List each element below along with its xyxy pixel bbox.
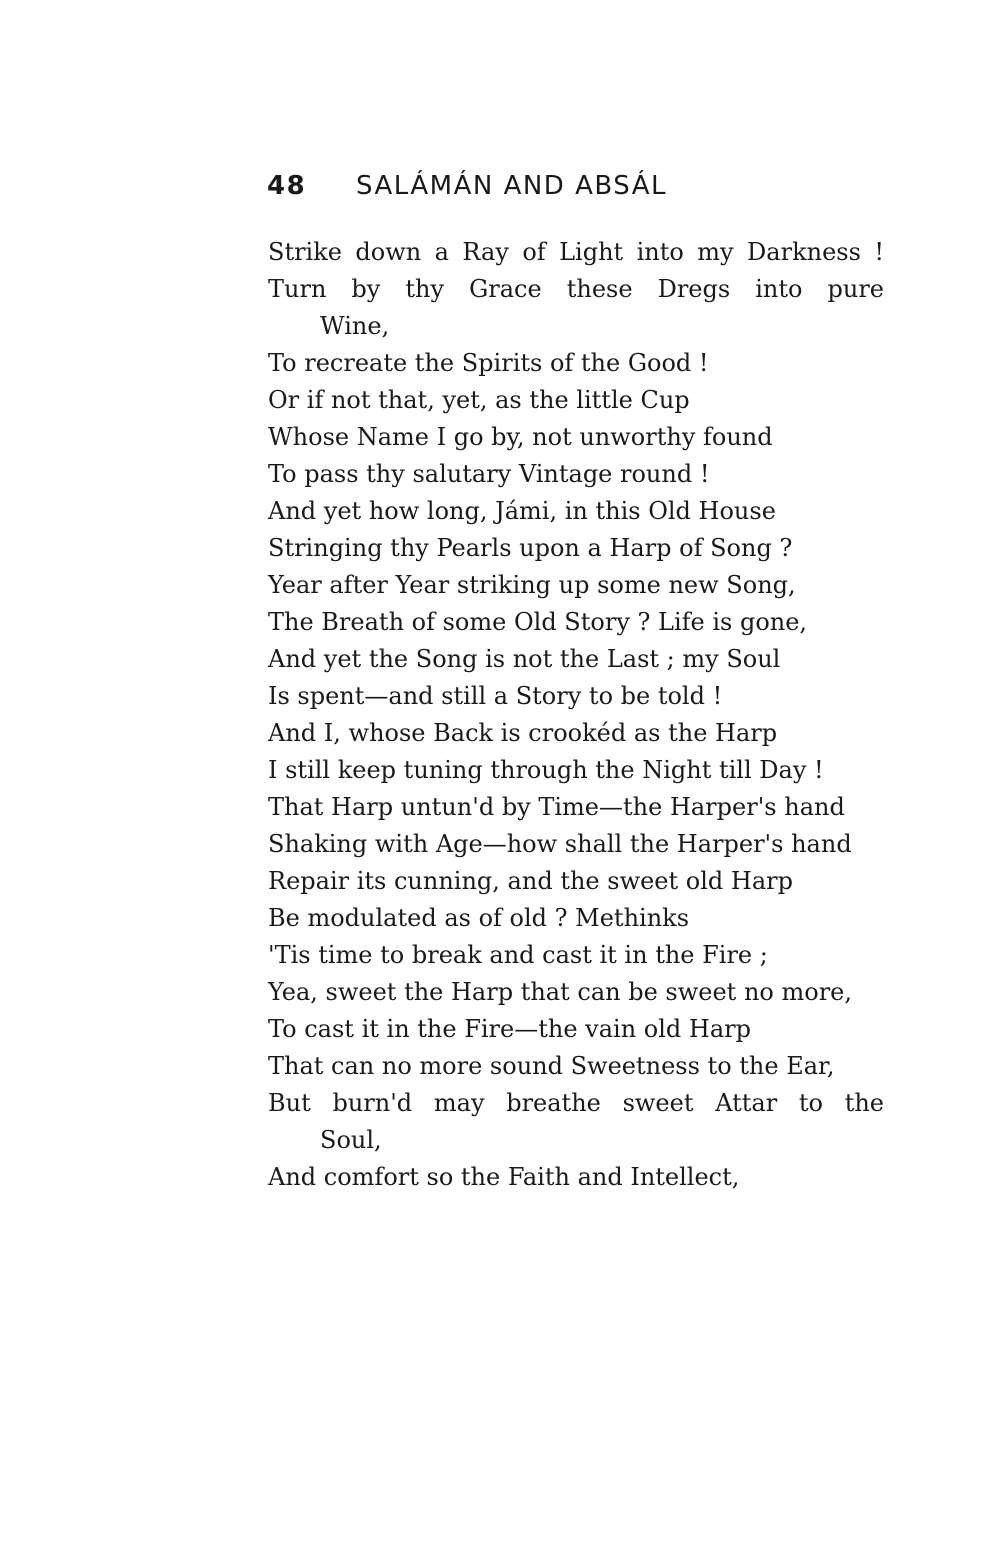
poem-line-continuation: Soul, [320,1126,382,1154]
poem-line-continuation: Wine, [320,312,390,340]
poem-line: To cast it in the Fire—the vain old Harp [268,1015,751,1043]
poem-line: And I, whose Back is crookéd as the Harp [268,719,778,747]
poem-line: And yet how long, Jámi, in this Old House [268,497,776,525]
page-number: 48 [267,171,307,201]
poem-line: Be modulated as of old ? Methinks [268,904,690,932]
poem-line: But burn'd may breathe sweet Attar to the [268,1089,884,1117]
running-title: SALÁMÁN AND ABSÁL [356,171,668,201]
poem-line: That can no more sound Sweetness to the Ear, [268,1052,835,1080]
poem-line: The Breath of some Old Story ? Life is gone, [268,608,808,636]
poem-line: Turn by thy Grace these Dregs into pure [268,275,884,303]
poem-line: That Harp untun'd by Time—the Harper's hand [268,793,845,821]
poem-line: Stringing thy Pearls upon a Harp of Song ? [268,534,793,562]
poem-text [268,234,884,1196]
poem-line: Shaking with Age—how shall the Harper's hand [268,830,852,858]
poem-line: Is spent—and still a Story to be told ! [268,682,723,710]
poem-line: Strike down a Ray of Light into my Darkness ! [268,238,884,266]
page-header [267,166,887,206]
poem-line: Yea, sweet the Harp that can be sweet no more, [268,978,853,1006]
poem-line: Whose Name I go by, not unworthy found [268,423,773,451]
poem-line: Repair its cunning, and the sweet old Harp [268,867,793,895]
poem-line: To recreate the Spirits of the Good ! [268,349,709,377]
poem-line: And yet the Song is not the Last ; my Soul [268,645,781,673]
poem-line: Or if not that, yet, as the little Cup [268,386,690,414]
poem-line: To pass thy salutary Vintage round ! [268,460,710,488]
poem-line: 'Tis time to break and cast it in the Fire ; [268,941,768,969]
poem-line: I still keep tuning through the Night till Day ! [268,756,824,784]
poem-line: And comfort so the Faith and Intellect, [268,1163,740,1191]
poem-line: Year after Year striking up some new Song, [268,571,796,599]
